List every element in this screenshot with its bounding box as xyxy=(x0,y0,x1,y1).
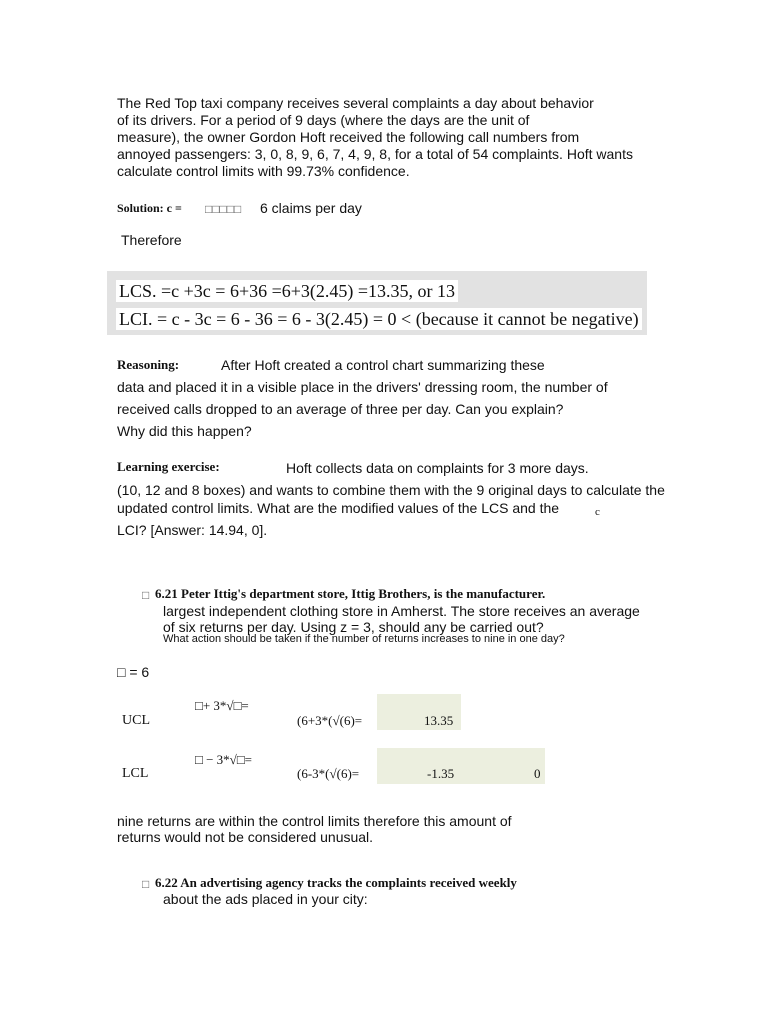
problem-621-line: What action should be taken if the number of returns increases to nine in one day? xyxy=(163,633,565,645)
missing-glyphs: □□□□□ xyxy=(205,202,242,216)
learning-line: (10, 12 and 8 boxes) and wants to combine them with the 9 original days to calculate the xyxy=(117,482,665,498)
reasoning-label: Reasoning: xyxy=(117,357,180,372)
learning-line: updated control limits. What are the modified values of the LCS and the xyxy=(117,500,560,516)
solution-label: Solution: c = xyxy=(117,201,182,215)
lcl-formula: □ − 3*√□= xyxy=(195,752,253,767)
lcl-final-value: 0 xyxy=(534,766,541,781)
lcl-value-cell xyxy=(377,748,545,784)
problem-621-title: 6.21 Peter Ittig's department store, Ittig Brothers, is the manufacturer. xyxy=(155,586,546,601)
intro-line: of its drivers. For a period of 9 days (where the days are the unit of xyxy=(117,112,530,128)
bullet-icon: □ xyxy=(142,588,150,602)
lcl-expression: (6-3*(√(6)= xyxy=(297,766,360,781)
conclusion-line: nine returns are within the control limits therefore this amount of xyxy=(117,813,512,829)
problem-622-title: 6.22 An advertising agency tracks the complaints received weekly xyxy=(155,875,517,890)
lcl-label: LCL xyxy=(122,766,149,781)
learning-first-line: Hoft collects data on complaints for 3 more days. xyxy=(286,460,589,476)
learning-label: Learning exercise: xyxy=(117,459,220,474)
lcs-formula: LCS. =c +3c = 6+36 =6+3(2.45) =13.35, or 13 xyxy=(116,280,458,302)
problem-621-line: largest independent clothing store in Amherst. The store receives an average xyxy=(163,603,640,619)
c-mark: c xyxy=(595,506,600,518)
lci-formula: LCI. = c - 3c = 6 - 36 = 6 - 3(2.45) = 0 < (because it cannot be negative) xyxy=(116,308,642,330)
intro-line: The Red Top taxi company receives several complaints a day about behavior xyxy=(117,95,594,111)
problem-622-line: about the ads placed in your city: xyxy=(163,891,368,907)
therefore-text: Therefore xyxy=(121,232,182,248)
ucl-formula: □+ 3*√□= xyxy=(195,698,249,713)
ucl-label: UCL xyxy=(122,713,150,728)
intro-line: measure), the owner Gordon Hoft received the following call numbers from xyxy=(117,129,580,145)
bullet-icon: □ xyxy=(142,877,150,891)
intro-paragraph xyxy=(117,95,677,180)
conclusion-line: returns would not be considered unusual. xyxy=(117,829,374,845)
ucl-expression: (6+3*(√(6)= xyxy=(297,713,363,728)
reasoning-line: received calls dropped to an average of three per day. Can you explain? xyxy=(117,401,564,417)
lcl-value: -1.35 xyxy=(427,766,455,781)
cbar-value: □ = 6 xyxy=(117,664,150,680)
intro-line: calculate control limits with 99.73% confidence. xyxy=(117,163,410,179)
reasoning-line: data and placed it in a visible place in the drivers' dressing room, the number of xyxy=(117,379,608,395)
reasoning-line: Why did this happen? xyxy=(117,423,252,439)
learning-line: LCI? [Answer: 14.94, 0]. xyxy=(117,522,268,538)
intro-line: annoyed passengers: 3, 0, 8, 9, 6, 7, 4, 9, 8, for a total of 54 complaints. Hoft wants xyxy=(117,146,633,162)
ucl-value: 13.35 xyxy=(424,713,454,728)
reasoning-first-line: After Hoft created a control chart summarizing these xyxy=(221,357,545,373)
solution-value: 6 claims per day xyxy=(260,200,362,216)
problem-621-line: of six returns per day. Using z = 3, should any be carried out? xyxy=(163,619,544,635)
